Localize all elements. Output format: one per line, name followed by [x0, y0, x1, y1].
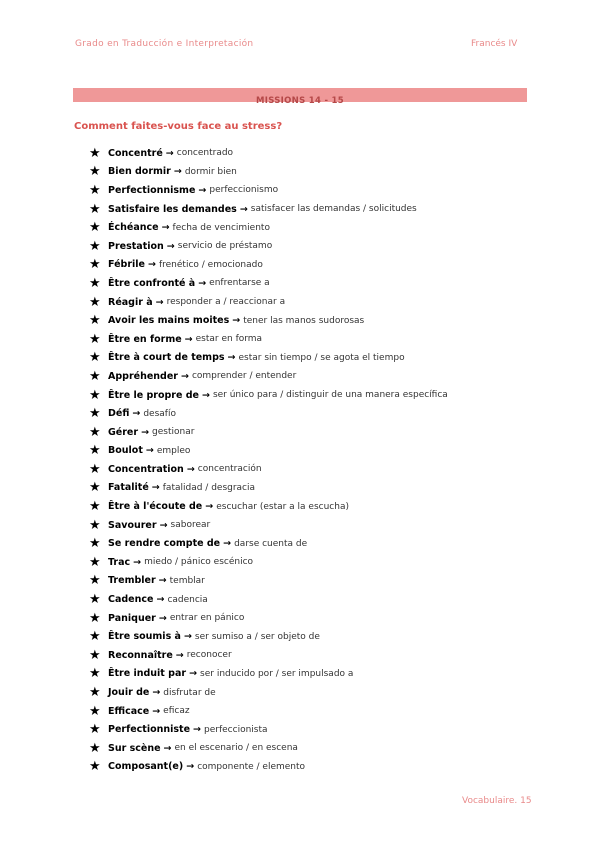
star-icon: ★	[89, 182, 101, 198]
arrow-right-icon: →	[161, 222, 170, 234]
vocab-term: Être en forme	[108, 333, 182, 345]
vocab-translation: temblar	[169, 575, 205, 586]
vocab-translation: cadencia	[167, 594, 208, 605]
vocab-item	[89, 572, 448, 591]
star-icon: ★	[89, 740, 101, 756]
vocab-term: Reconnaître	[108, 649, 173, 661]
vocab-item	[89, 609, 448, 628]
vocab-translation: satisfacer las demandas / solicitudes	[250, 204, 417, 215]
vocab-translation: eficaz	[163, 706, 190, 717]
vocab-term: Satisfaire les demandes	[108, 203, 237, 215]
star-icon: ★	[89, 275, 101, 291]
vocab-term: Réagir à	[108, 296, 153, 308]
vocab-translation: disfrutar de	[163, 687, 216, 698]
star-icon: ★	[89, 499, 101, 515]
vocab-item	[89, 702, 448, 721]
vocab-translation: ser único para / distinguir de una manera específica	[212, 390, 448, 401]
star-icon: ★	[89, 350, 101, 366]
star-icon: ★	[89, 406, 101, 422]
vocab-item	[89, 311, 448, 330]
arrow-right-icon: →	[158, 612, 167, 624]
vocab-item	[89, 739, 448, 758]
vocab-translation: miedo / pánico escénico	[144, 557, 254, 568]
vocab-translation: perfeccionismo	[209, 185, 279, 196]
vocab-translation: darse cuenta de	[234, 538, 308, 549]
vocab-translation: escuchar (estar a la escucha)	[216, 501, 349, 512]
star-icon: ★	[89, 647, 101, 663]
vocab-item	[89, 590, 448, 609]
star-icon: ★	[89, 220, 101, 236]
vocab-translation: dormir bien	[184, 166, 237, 177]
vocab-term: Efficace	[108, 705, 150, 717]
arrow-right-icon: →	[132, 408, 141, 420]
vocab-term: Fébrile	[108, 259, 145, 271]
vocab-term: Se rendre compte de	[108, 538, 221, 550]
arrow-right-icon: →	[189, 668, 198, 680]
vocab-item	[89, 293, 448, 312]
star-icon: ★	[89, 331, 101, 347]
arrow-right-icon: →	[198, 184, 207, 196]
star-icon: ★	[89, 722, 101, 738]
star-icon: ★	[89, 387, 101, 403]
vocab-item	[89, 200, 448, 219]
star-icon: ★	[89, 685, 101, 701]
vocab-item	[89, 274, 448, 293]
arrow-right-icon: →	[198, 277, 207, 289]
vocab-item	[89, 423, 448, 442]
vocab-term: Bien dormir	[108, 166, 171, 178]
vocab-term: Gérer	[108, 426, 139, 438]
vocab-translation: componente / elemento	[197, 761, 306, 772]
arrow-right-icon: →	[183, 631, 192, 643]
vocab-translation: comprender / entender	[191, 371, 297, 382]
arrow-right-icon: →	[165, 147, 174, 159]
vocab-item	[89, 144, 448, 163]
star-icon: ★	[89, 238, 101, 254]
vocab-term: Trac	[108, 556, 131, 568]
vocab-item	[89, 404, 448, 423]
star-icon: ★	[89, 480, 101, 496]
vocab-translation: estar sin tiempo / se agota el tiempo	[238, 352, 405, 363]
vocab-item	[89, 479, 448, 498]
vocab-translation: reconocer	[186, 650, 232, 661]
vocab-term: Composant(e)	[108, 761, 184, 773]
vocab-translation: enfrentarse a	[209, 278, 270, 289]
star-icon: ★	[89, 536, 101, 552]
arrow-right-icon: →	[175, 649, 184, 661]
vocab-term: Perfectionnisme	[108, 184, 196, 196]
star-icon: ★	[89, 629, 101, 645]
vocab-item	[89, 367, 448, 386]
vocab-item	[89, 553, 448, 572]
star-icon: ★	[89, 759, 101, 775]
arrow-right-icon: →	[151, 482, 160, 494]
vocab-item	[89, 330, 448, 349]
vocab-term: Être confronté à	[108, 277, 196, 289]
vocab-term: Fatalité	[108, 482, 149, 494]
vocab-term: Être induit par	[108, 668, 187, 680]
vocab-item	[89, 349, 448, 368]
arrow-right-icon: →	[163, 742, 172, 754]
vocab-term: Concentré	[108, 147, 163, 159]
vocab-item	[89, 683, 448, 702]
arrow-right-icon: →	[201, 389, 210, 401]
vocab-item	[89, 497, 448, 516]
star-icon: ★	[89, 573, 101, 589]
vocab-translation: entrar en pánico	[169, 613, 245, 624]
vocab-translation: fatalidad / desgracia	[162, 482, 256, 493]
arrow-right-icon: →	[184, 333, 193, 345]
page-footer: Vocabulaire. 15	[462, 796, 532, 806]
vocab-translation: desafío	[143, 408, 176, 419]
subject-name: Francés IV	[471, 39, 518, 49]
star-icon: ★	[89, 313, 101, 329]
vocab-term: Perfectionniste	[108, 724, 191, 736]
vocab-translation: concentración	[197, 464, 262, 475]
vocab-item	[89, 758, 448, 777]
vocab-term: Être à l'écoute de	[108, 501, 203, 513]
vocab-term: Sur scène	[108, 742, 161, 754]
vocab-translation: gestionar	[152, 427, 195, 438]
arrow-right-icon: →	[145, 445, 154, 457]
star-icon: ★	[89, 610, 101, 626]
star-icon: ★	[89, 164, 101, 180]
vocab-translation: concentrado	[176, 148, 234, 159]
vocab-term: Prestation	[108, 240, 164, 252]
vocab-item	[89, 627, 448, 646]
vocab-term: Appréhender	[108, 370, 178, 382]
vocab-translation: frenético / emocionado	[158, 259, 263, 270]
arrow-right-icon: →	[158, 575, 167, 587]
arrow-right-icon: →	[205, 501, 214, 513]
arrow-right-icon: →	[180, 370, 189, 382]
star-icon: ★	[89, 703, 101, 719]
arrow-right-icon: →	[239, 203, 248, 215]
vocab-term: Boulot	[108, 445, 143, 457]
arrow-right-icon: →	[133, 556, 142, 568]
vocab-term: Être le propre de	[108, 389, 199, 401]
vocab-term: Défi	[108, 408, 130, 420]
star-icon: ★	[89, 517, 101, 533]
vocab-item	[89, 163, 448, 182]
vocab-translation: tener las manos sudorosas	[243, 315, 365, 326]
arrow-right-icon: →	[223, 538, 232, 550]
star-icon: ★	[89, 666, 101, 682]
vocab-item	[89, 256, 448, 275]
vocabulary-list	[89, 144, 448, 776]
star-icon: ★	[89, 554, 101, 570]
star-icon: ★	[89, 443, 101, 459]
course-name: Grado en Traducción e Interpretación	[75, 39, 254, 49]
arrow-right-icon: →	[152, 705, 161, 717]
arrow-right-icon: →	[232, 315, 241, 327]
star-icon: ★	[89, 592, 101, 608]
vocab-term: Trembler	[108, 575, 156, 587]
vocab-term: Être soumis à	[108, 631, 181, 643]
vocab-term: Savourer	[108, 519, 157, 531]
arrow-right-icon: →	[159, 519, 168, 531]
vocab-translation: estar en forma	[195, 334, 263, 345]
star-icon: ★	[89, 368, 101, 384]
vocab-item	[89, 646, 448, 665]
star-icon: ★	[89, 257, 101, 273]
star-icon: ★	[89, 145, 101, 161]
arrow-right-icon: →	[193, 724, 202, 736]
vocab-translation: saborear	[170, 520, 211, 531]
vocab-item	[89, 665, 448, 684]
vocab-item	[89, 237, 448, 256]
vocab-term: Paniquer	[108, 612, 156, 624]
vocab-translation: fecha de vencimiento	[172, 222, 270, 233]
section-heading: Comment faites-vous face au stress?	[74, 121, 283, 132]
vocab-translation: servicio de préstamo	[177, 241, 273, 252]
vocab-term: Être à court de temps	[108, 352, 225, 364]
arrow-right-icon: →	[186, 761, 195, 773]
arrow-right-icon: →	[141, 426, 150, 438]
vocab-term: Concentration	[108, 463, 184, 475]
vocab-term: Cadence	[108, 594, 154, 606]
vocab-term: Jouir de	[108, 687, 150, 699]
arrow-right-icon: →	[156, 594, 165, 606]
vocab-translation: perfeccionista	[204, 724, 268, 735]
star-icon: ★	[89, 201, 101, 217]
arrow-right-icon: →	[166, 240, 175, 252]
vocab-term: Échéance	[108, 222, 159, 234]
arrow-right-icon: →	[227, 352, 236, 364]
vocab-translation: ser inducido por / ser impulsado a	[200, 668, 354, 679]
vocab-translation: responder a / reaccionar a	[166, 297, 286, 308]
vocab-term: Avoir les mains moites	[108, 315, 230, 327]
star-icon: ★	[89, 294, 101, 310]
vocab-translation: empleo	[156, 445, 191, 456]
vocab-translation: en el escenario / en escena	[174, 743, 298, 754]
page-title: MISSIONS 14 - 15	[256, 96, 344, 106]
vocab-item	[89, 516, 448, 535]
title-banner	[73, 88, 527, 106]
arrow-right-icon: →	[152, 687, 161, 699]
star-icon: ★	[89, 461, 101, 477]
arrow-right-icon: →	[155, 296, 164, 308]
vocab-item	[89, 181, 448, 200]
arrow-right-icon: →	[186, 463, 195, 475]
vocab-item	[89, 442, 448, 461]
vocab-translation: ser sumiso a / ser objeto de	[194, 631, 320, 642]
arrow-right-icon: →	[173, 166, 182, 178]
vocab-item	[89, 534, 448, 553]
vocab-item	[89, 460, 448, 479]
vocab-item	[89, 386, 448, 405]
arrow-right-icon: →	[148, 259, 156, 271]
vocab-item	[89, 218, 448, 237]
vocab-item	[89, 720, 448, 739]
star-icon: ★	[89, 424, 101, 440]
